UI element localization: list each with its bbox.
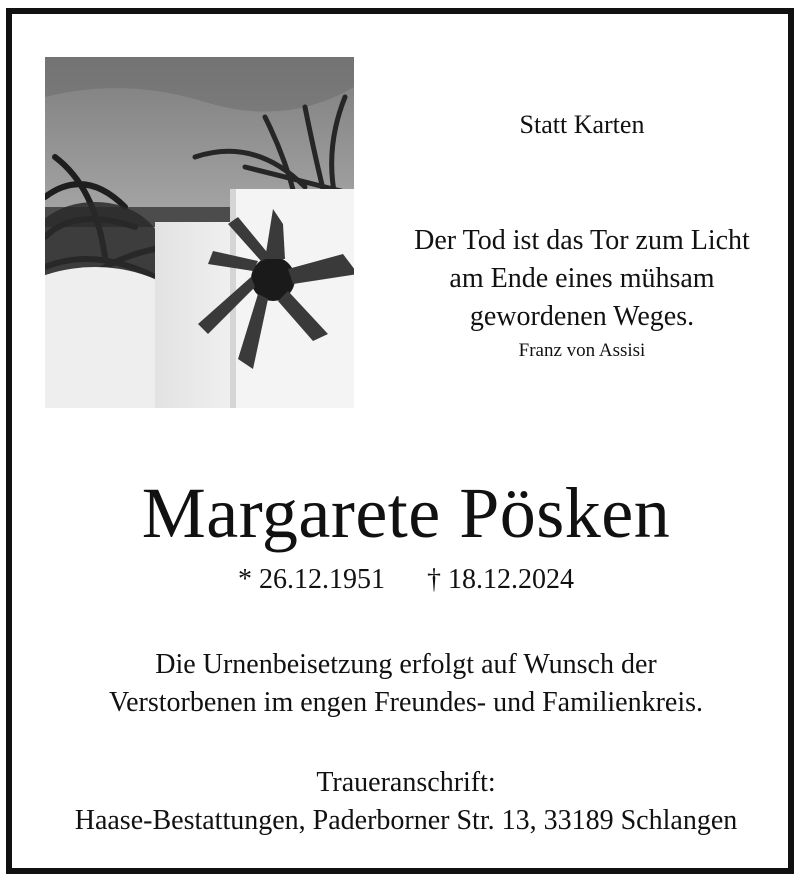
birth-date: * 26.12.1951 xyxy=(238,564,385,595)
quote-author: Franz von Assisi xyxy=(518,340,646,361)
address-label: Traueranschrift: xyxy=(316,767,496,798)
death-date: † 18.12.2024 xyxy=(427,564,574,595)
address-value: Haase-Bestattungen, Paderborner Str. 13, 33189 Schlangen xyxy=(74,805,738,836)
quote-line: Der Tod ist das Tor zum Licht xyxy=(414,225,750,256)
quote-line: gewordenen Weges. xyxy=(469,301,695,332)
mourning-address xyxy=(12,764,800,840)
memorial-photo xyxy=(45,57,354,408)
obituary-card xyxy=(6,8,794,874)
quote-block xyxy=(376,222,788,362)
notice-line: Die Urnenbeisetzung erfolgt auf Wunsch der xyxy=(155,649,657,680)
life-dates xyxy=(12,564,800,596)
deceased-name: Margarete Pösken xyxy=(141,473,671,553)
statt-karten-heading: Statt Karten xyxy=(519,110,645,139)
quote-line: am Ende eines mühsam xyxy=(449,263,715,294)
burial-notice xyxy=(12,646,800,722)
notice-line: Verstorbenen im engen Freundes- und Familienkreis. xyxy=(108,687,704,718)
